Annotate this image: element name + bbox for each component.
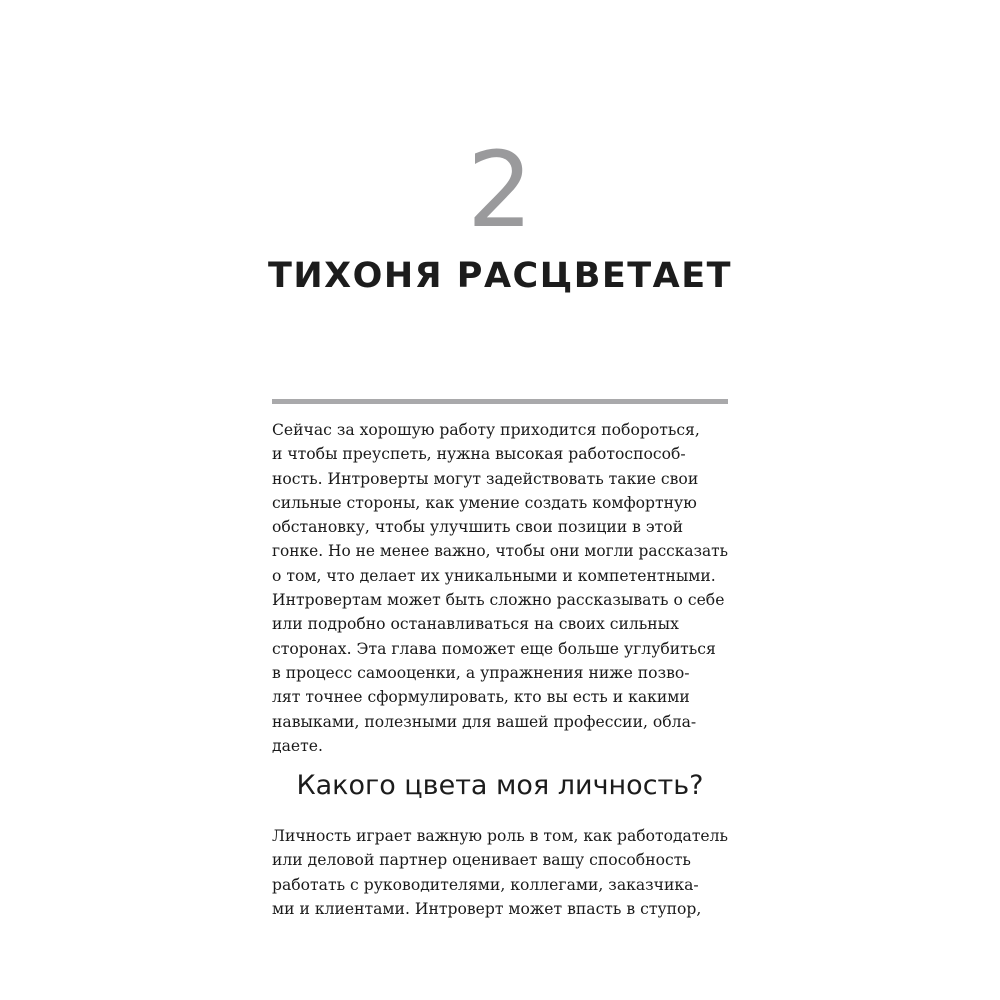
text-line: в процесс самооценки, а упражнения ниже позво-	[272, 663, 690, 682]
text-line: и чтобы преуспеть, нужна высокая работоспособ-	[272, 445, 686, 464]
chapter-title: ТИХОНЯ РАСЦВЕТАЕТ	[267, 256, 733, 296]
intro-paragraph	[272, 418, 728, 758]
text-line: даете.	[272, 736, 323, 755]
section-divider	[272, 399, 728, 404]
section-paragraph	[272, 824, 728, 921]
text-line: сторонах. Эта глава поможет еще больше углубиться	[272, 639, 716, 658]
text-line: лят точнее сформулировать, кто вы есть и какими	[272, 688, 690, 707]
text-line: или деловой партнер оценивает вашу способность	[272, 851, 691, 870]
text-line: или подробно останавливаться на своих сильных	[272, 615, 679, 634]
text-line: гонке. Но не менее важно, чтобы они могли рассказать	[272, 542, 728, 561]
text-line: сильные стороны, как умение создать комфортную	[272, 493, 697, 512]
text-line: Личность играет важную роль в том, как работодатель	[272, 827, 728, 845]
text-line: работать с руководителями, коллегами, заказчика-	[272, 875, 699, 894]
text-line: Интровертам может быть сложно рассказывать о себе	[272, 591, 725, 610]
text-line: Сейчас за хорошую работу приходится побороться,	[272, 421, 700, 439]
text-line: о том, что делает их уникальными и компетентными.	[272, 566, 716, 585]
text-line: обстановку, чтобы улучшить свои позиции в этой	[272, 518, 684, 537]
section-heading: Какого цвета моя личность?	[296, 770, 704, 801]
text-line: навыками, полезными для вашей профессии, обла-	[272, 712, 697, 731]
text-line: ность. Интроверты могут задействовать такие свои	[272, 469, 699, 488]
chapter-number: 2	[466, 129, 534, 251]
text-line: ми и клиентами. Интроверт может впасть в ступор,	[272, 899, 702, 918]
